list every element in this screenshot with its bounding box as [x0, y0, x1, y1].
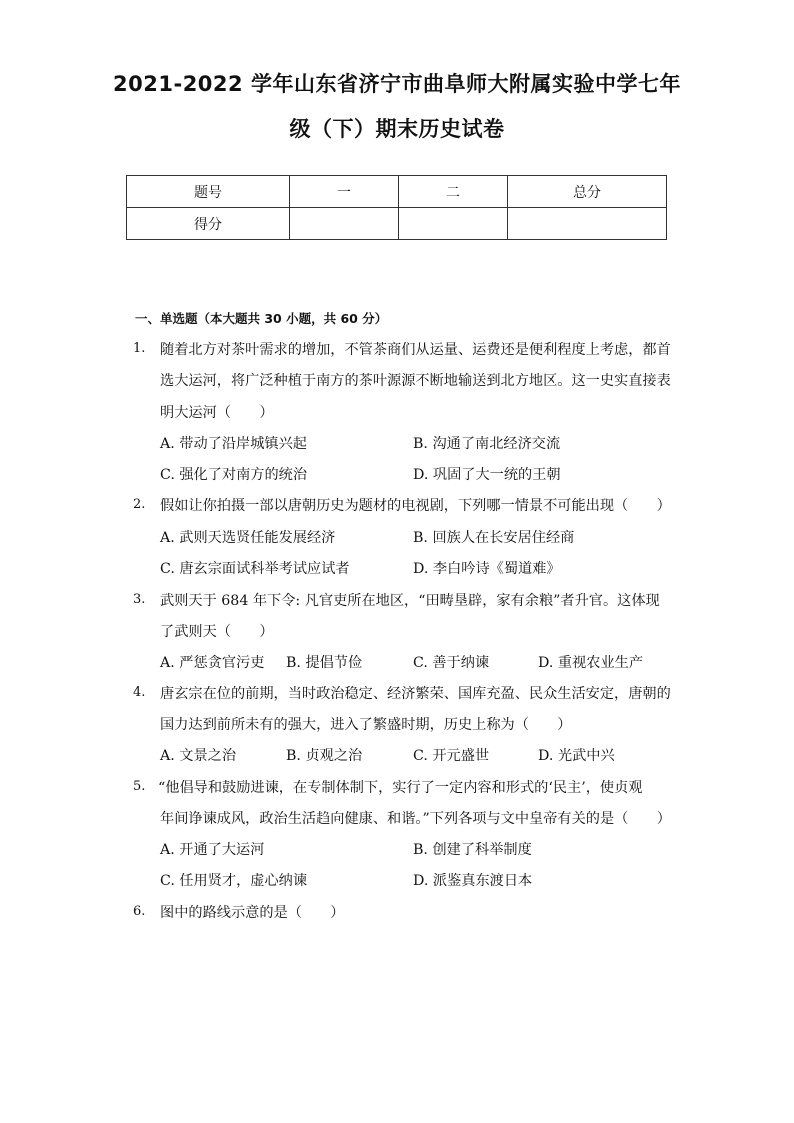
question-number: 5.	[133, 779, 146, 794]
score-cell	[508, 208, 667, 240]
option-a[interactable]: A. 带动了沿岸城镇兴起	[160, 436, 307, 452]
score-cell	[290, 208, 399, 240]
exam-title-line2: 级（下）期末历史试卷	[289, 117, 505, 141]
option-a[interactable]: A. 武则天选贤任能发展经济	[160, 530, 336, 546]
option-b[interactable]: B. 提倡节俭	[286, 655, 363, 671]
option-b[interactable]: B. 创建了科举制度	[413, 842, 532, 858]
question-text-line: “他倡导和鼓励进谏，在专制体制下，实行了一定内容和形式的‘民主’，使贞观	[158, 780, 643, 796]
score-cell	[399, 208, 508, 240]
option-d[interactable]: D. 光武中兴	[538, 748, 615, 764]
option-c[interactable]: C. 开元盛世	[413, 748, 490, 764]
option-d[interactable]: D. 派鉴真东渡日本	[413, 873, 533, 889]
option-c[interactable]: C. 强化了对南方的统治	[160, 467, 308, 483]
question-number: 1.	[133, 341, 146, 356]
option-d[interactable]: D. 巩固了大一统的王朝	[413, 467, 561, 483]
option-a[interactable]: A. 开通了大运河	[160, 842, 265, 858]
score-table	[126, 175, 667, 240]
question-text-line: 唐玄宗在位的前期，当时政治稳定、经济繁荣、国库充盈、民众生活安定，唐朝的	[160, 686, 671, 702]
question-text-line: 选大运河，将广泛种植于南方的茶叶源源不断地输送到北方地区。这一史实直接表	[160, 373, 671, 389]
score-table-score-row	[127, 208, 667, 240]
option-d[interactable]: D. 重视农业生产	[538, 655, 644, 671]
exam-title-line1: 2021-2022 学年山东省济宁市曲阜师大附属实验中学七年	[113, 72, 681, 96]
question-text-line: 假如让你拍摄一部以唐朝历史为题材的电视剧，下列哪一情景不可能出现（ ）	[160, 498, 671, 514]
question-number: 6.	[133, 904, 146, 919]
score-header-cell: 一	[290, 176, 399, 208]
option-c[interactable]: C. 善于纳谏	[413, 655, 490, 671]
option-b[interactable]: B. 贞观之治	[286, 748, 363, 764]
question-text-line: 武则天于 684 年下令: 凡官吏所在地区，“田畴垦辟，家有余粮”者升官。这体现	[160, 593, 660, 609]
question-text-line: 年间诤谏成风，政治生活趋向健康、和谐。”下列各项与文中皇帝有关的是（ ）	[160, 811, 671, 827]
question-text-line: 明大运河（ ）	[160, 405, 274, 421]
section-heading: 一、单选题（本大题共 30 小题，共 60 分）	[135, 311, 388, 326]
option-a[interactable]: A. 文景之治	[160, 748, 237, 764]
question-text-line: 了武则天（ ）	[160, 624, 274, 640]
question-text-line: 图中的路线示意的是（ ）	[160, 905, 345, 921]
option-c[interactable]: C. 任用贤才，虚心纳谏	[160, 873, 308, 889]
score-table-header-row	[127, 176, 667, 208]
option-b[interactable]: B. 沟通了南北经济交流	[413, 436, 561, 452]
score-header-cell: 总分	[508, 176, 667, 208]
question-text-line: 随着北方对茶叶需求的增加，不管茶商们从运量、运费还是便利程度上考虑，都首	[160, 342, 671, 358]
score-header-cell: 二	[399, 176, 508, 208]
option-c[interactable]: C. 唐玄宗面试科举考试应试者	[160, 561, 350, 577]
question-number: 3.	[133, 592, 146, 607]
score-row-label: 得分	[127, 208, 290, 240]
score-header-cell: 题号	[127, 176, 290, 208]
question-text-line: 国力达到前所未有的强大，进入了繁盛时期，历史上称为（ ）	[160, 717, 572, 733]
option-b[interactable]: B. 回族人在长安居住经商	[413, 530, 575, 546]
question-number: 4.	[133, 685, 146, 700]
option-d[interactable]: D. 李白吟诗《蜀道难》	[413, 561, 561, 577]
question-number: 2.	[133, 497, 146, 512]
option-a[interactable]: A. 严惩贪官污吏	[160, 655, 265, 671]
